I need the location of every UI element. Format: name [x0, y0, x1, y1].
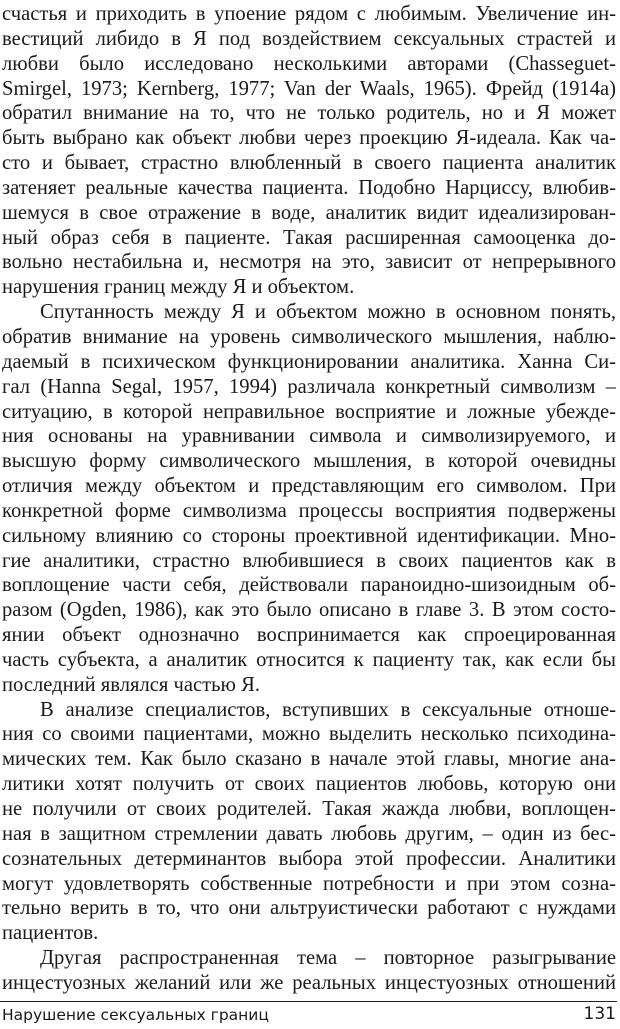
- text-line: вестиций либидо в Я под воздействием сексуальных страстей и: [2, 27, 616, 50]
- text-line: В анализе специалистов, вступивших в сексуальные отноше-: [40, 698, 616, 721]
- text-line: Спутанность между Я и объектом можно в основном понять,: [40, 301, 616, 324]
- text-line: Smirgel, 1973; Kernberg, 1977; Van der Waals, 1965). Фрейд (1914a): [2, 77, 616, 100]
- text-line: последний являлся частью Я.: [2, 673, 260, 696]
- text-line: высшую форму символического мышления, в которой очевидны: [2, 450, 616, 473]
- paragraph: [2, 2, 616, 300]
- text-line: даемый в психическом функционировании аналитика. Ханна Си-: [2, 350, 616, 373]
- text-line: воплощение части себя, действовали параноидно-шизоидным об-: [2, 574, 616, 597]
- text-line: тельно верить в то, что они альтруистически работают с нуждами: [2, 897, 616, 920]
- text-line: янии объект однозначно воспринимается как спроецированная: [2, 624, 616, 647]
- text-line: сильному влиянию со стороны проективной идентификации. Мно-: [2, 524, 616, 547]
- body-text: [2, 2, 616, 996]
- paragraph: [2, 946, 616, 996]
- text-line: ная в защитном стремлении давать любовь другим, – один из бес-: [2, 822, 616, 845]
- text-line: инцестуозных желаний или же реальных инцестуозных отношений: [2, 971, 616, 994]
- paragraph: [2, 300, 616, 698]
- text-line: шемуся в свое отражение в воде, аналитик видит идеализирован-: [2, 201, 616, 224]
- paragraph: [2, 698, 616, 946]
- text-line: могут удовлетворять собственные потребности и при этом созна-: [2, 872, 616, 895]
- text-line: пациентов.: [2, 922, 99, 945]
- text-line: отличия между объектом и представляющим его символом. При: [2, 475, 616, 498]
- text-line: литики хотят получить от своих пациентов любовь, которую они: [2, 773, 616, 796]
- text-line: счастья и приходить в упоение рядом с любимым. Увеличение ин-: [2, 3, 616, 25]
- text-line: разом (Ogden, 1986), как это было описано в главе 3. В этом состо-: [2, 599, 616, 622]
- text-line: гие аналитики, страстно влюбившиеся в своих пациентов как в: [2, 549, 616, 572]
- text-line: обратил внимание на то, что не только родитель, но и Я может: [2, 102, 616, 125]
- text-line: сто и бывает, страстно влюбленный в своего пациента аналитик: [2, 152, 616, 175]
- text-line: часть субъекта, а аналитик относится к пациенту так, как если бы: [2, 648, 616, 671]
- text-line: конкретной форме символизма процессы восприятия подвержены: [2, 499, 616, 522]
- footer-rule: [0, 1001, 617, 1002]
- text-line: вольно нестабильна и, несмотря на это, зависит от непрерывного: [2, 251, 616, 274]
- text-line: ный образ себя в пациенте. Такая расширенная самооценка до-: [2, 226, 616, 249]
- running-head: Нарушение сексуальных границ: [2, 1006, 269, 1024]
- text-line: затеняет реальные качества пациента. Подобно Нарциссу, влюбив-: [2, 176, 616, 199]
- text-line: мических тем. Как было сказано в начале этой главы, многие ана-: [2, 748, 616, 771]
- text-line: обратив внимание на уровень символического мышления, наблю-: [2, 325, 616, 348]
- text-line: быть выбрано как объект любви через проекцию Я-идеала. Как ча-: [2, 127, 616, 150]
- text-line: ситуацию, в которой неправильное восприятие и ложные убежде-: [2, 400, 616, 423]
- text-line: гал (Hanna Segal, 1957, 1994) различала конкретный символизм –: [2, 375, 616, 398]
- text-line: сознательных детерминантов выбора этой профессии. Аналитики: [2, 847, 616, 870]
- text-line: любви было исследовано несколькими авторами (Chasseguet-: [2, 52, 616, 75]
- text-line: нарушения границ между Я и объектом.: [2, 276, 355, 299]
- text-line: ния основаны на уравнивании символа и символизируемого, и: [2, 425, 616, 448]
- text-line: Другая распространенная тема – повторное разыгрывание: [40, 947, 616, 970]
- page-number: 131: [583, 1004, 616, 1024]
- text-line: не получили от своих родителей. Такая жажда любви, воплощен-: [2, 798, 616, 820]
- text-line: ния со своими пациентами, можно выделить несколько психодина-: [2, 723, 616, 746]
